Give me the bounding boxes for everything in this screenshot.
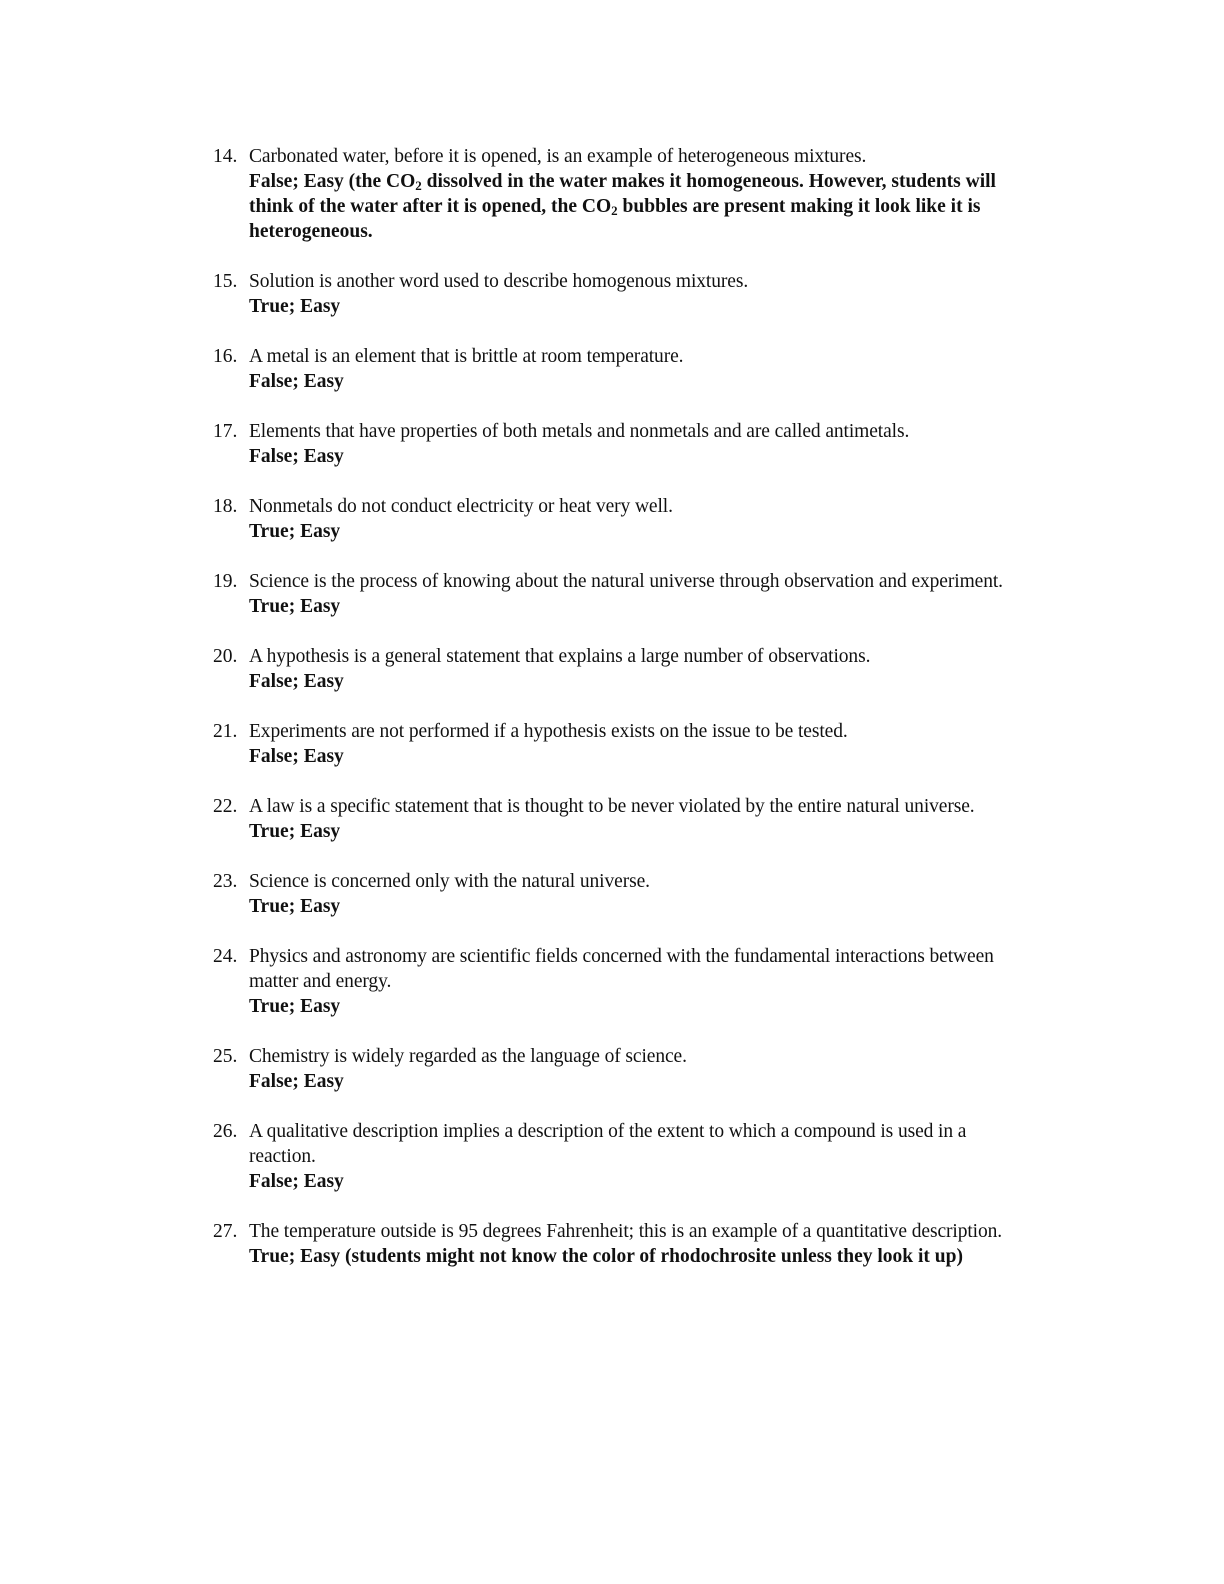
question-number: 27. xyxy=(213,1221,238,1242)
question-item-25 xyxy=(213,1044,1033,1094)
subscript-two: 2 xyxy=(611,203,618,218)
question-answer: True; Easy xyxy=(249,296,341,317)
question-text: The temperature outside is 95 degrees Fahrenheit; this is an example of a quantitative description. xyxy=(249,1221,1003,1242)
question-item-21 xyxy=(213,719,1033,769)
question-number: 26. xyxy=(213,1121,238,1142)
question-item-26 xyxy=(213,1119,1033,1194)
answer-part: dissolved in the water makes it homogeneous. However, students will think of the water after it is opened, the CO xyxy=(249,171,996,217)
question-number: 23. xyxy=(213,871,238,892)
question-answer: True; Easy xyxy=(249,521,341,542)
question-number: 21. xyxy=(213,721,238,742)
question-answer: True; Easy xyxy=(249,996,341,1017)
question-item-23 xyxy=(213,869,1033,919)
question-text: A metal is an element that is brittle at room temperature. xyxy=(249,346,684,367)
question-answer: False; Easy xyxy=(249,371,344,392)
question-item-19 xyxy=(213,569,1033,619)
question-answer: False; Easy xyxy=(249,446,344,467)
question-number: 15. xyxy=(213,271,238,292)
question-answer xyxy=(249,169,1033,244)
question-item-16 xyxy=(213,344,1033,394)
question-number: 14. xyxy=(213,146,238,167)
question-text: A hypothesis is a general statement that explains a large number of observations. xyxy=(249,646,871,667)
question-answer: True; Easy (students might not know the color of rhodochrosite unless they look it up) xyxy=(249,1246,963,1267)
answer-part: False; Easy (the CO xyxy=(249,171,416,192)
question-answer: False; Easy xyxy=(249,1171,344,1192)
question-number: 22. xyxy=(213,796,238,817)
question-text: Experiments are not performed if a hypothesis exists on the issue to be tested. xyxy=(249,721,848,742)
question-answer: True; Easy xyxy=(249,596,341,617)
question-text: Chemistry is widely regarded as the language of science. xyxy=(249,1046,687,1067)
question-answer: False; Easy xyxy=(249,746,344,767)
question-text: A law is a specific statement that is thought to be never violated by the entire natural universe. xyxy=(249,796,975,817)
question-number: 25. xyxy=(213,1046,238,1067)
question-text: Nonmetals do not conduct electricity or heat very well. xyxy=(249,496,673,517)
question-list xyxy=(213,144,1033,1269)
question-number: 19. xyxy=(213,571,238,592)
question-item-17 xyxy=(213,419,1033,469)
question-text: Carbonated water, before it is opened, is an example of heterogeneous mixtures. xyxy=(249,146,867,167)
question-item-22 xyxy=(213,794,1033,844)
question-number: 18. xyxy=(213,496,238,517)
question-item-15 xyxy=(213,269,1033,319)
question-text: Science is the process of knowing about the natural universe through observation and experiment. xyxy=(249,571,1003,592)
question-item-24 xyxy=(213,944,1033,1019)
question-text: Solution is another word used to describe homogenous mixtures. xyxy=(249,271,749,292)
question-item-14 xyxy=(213,144,1033,244)
question-item-20 xyxy=(213,644,1033,694)
subscript-two: 2 xyxy=(415,178,422,193)
question-answer: True; Easy xyxy=(249,896,341,917)
question-answer: True; Easy xyxy=(249,821,341,842)
question-text: Physics and astronomy are scientific fields concerned with the fundamental interactions between matter and energy. xyxy=(249,946,994,992)
question-number: 20. xyxy=(213,646,238,667)
question-number: 17. xyxy=(213,421,238,442)
question-answer: False; Easy xyxy=(249,671,344,692)
question-answer: False; Easy xyxy=(249,1071,344,1092)
question-item-27 xyxy=(213,1219,1033,1269)
question-text: Elements that have properties of both metals and nonmetals and are called antimetals. xyxy=(249,421,910,442)
question-text: Science is concerned only with the natural universe. xyxy=(249,871,650,892)
question-item-18 xyxy=(213,494,1033,544)
question-number: 24. xyxy=(213,946,238,967)
question-text: A qualitative description implies a description of the extent to which a compound is used in a reaction. xyxy=(249,1121,967,1167)
answer-part: bubbles are present making it look like it is heterogeneous. xyxy=(249,196,981,242)
question-number: 16. xyxy=(213,346,238,367)
